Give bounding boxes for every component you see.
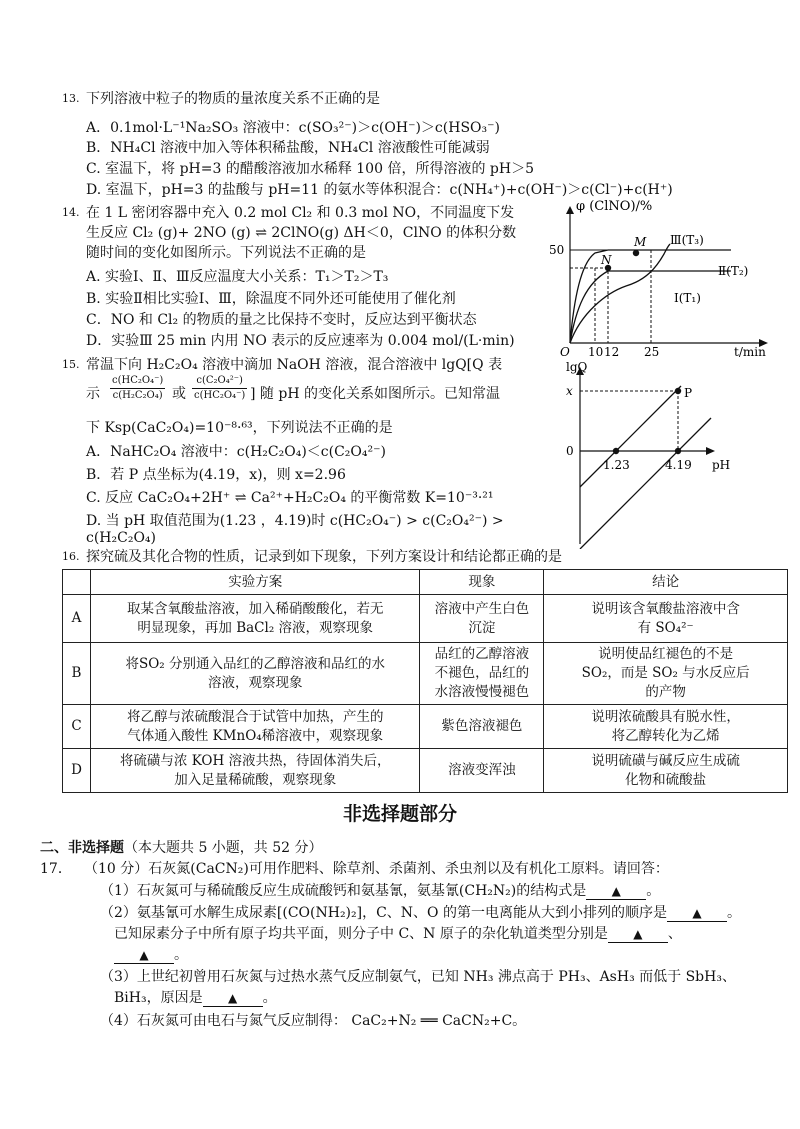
q15-option-d-cont: c(H₂C₂O₄)	[86, 530, 156, 546]
q14-point-M	[633, 250, 639, 256]
concl-line: 说明该含氧酸盐溶液中含	[591, 600, 740, 617]
q15-xtick-419: 4.19	[665, 458, 692, 472]
q17-sub2a	[100, 902, 741, 922]
q15-frac1-den: c(H₂C₂O₄)	[112, 390, 163, 401]
answer-blank[interactable]	[608, 926, 668, 943]
q16-header-phen: 现象	[420, 570, 544, 595]
q15-label-P: P	[684, 386, 693, 400]
q17-number: 17．	[40, 861, 72, 877]
answer-blank[interactable]	[667, 905, 727, 922]
q15-point-419	[675, 448, 681, 454]
concl-line: 说明使品红褪色的不是	[598, 646, 734, 662]
period: 。	[262, 990, 277, 1006]
q16-row-label: C	[63, 705, 91, 749]
q14-graph	[546, 198, 786, 358]
plan-line: 溶液，观察现象	[207, 674, 303, 691]
q14-stem-line1: 在 1 L 密闭容器中充入 0.2 mol Cl₂ 和 0.3 mol NO，不同温度下发	[86, 205, 515, 221]
q16-row-phen	[420, 595, 544, 643]
q15-graph	[566, 359, 766, 549]
q16-row-concl	[544, 595, 788, 643]
q15-option-d: D. 当 pH 取值范围为(1.23 ，4.19)时 c(HC₂O₄⁻) > c(C₂O₄²⁻) >	[86, 513, 504, 529]
q14-xtick-12: 12	[604, 345, 620, 358]
q16-header-row	[63, 570, 788, 595]
q14-option-b: B. 实验Ⅱ相比实验Ⅰ、Ⅲ，除温度不同外还可能使用了催化剂	[86, 291, 456, 307]
q16-row-label: B	[63, 643, 91, 705]
q15-xlabel: pH	[712, 458, 731, 472]
q16-row-phen: 紫色溶液褪色	[420, 705, 544, 749]
q15-fraction-1	[110, 374, 165, 403]
q15-ytick-x: x	[566, 384, 573, 398]
concl-line: 化物和硫酸盐	[625, 771, 707, 788]
q13-number: 13.	[62, 92, 80, 105]
q14-xtick-10: 10	[588, 345, 604, 358]
plan-line: 气体通入酸性 KMnO₄稀溶液中，观察现象	[127, 727, 384, 744]
q15-stem-line2: ] 随 pH 的变化关系如图所示。已知常温	[250, 386, 500, 402]
q16-row-plan	[90, 643, 420, 705]
q16-row-label: A	[63, 595, 91, 643]
triangle-icon: ▲	[633, 927, 643, 941]
part2-heading	[40, 837, 323, 857]
q15-frac2-den: c(HC₂O₄⁻)	[194, 390, 246, 401]
q14-xtick-O: O	[560, 345, 570, 358]
q15-or: 或	[172, 386, 186, 402]
q16-header-concl: 结论	[544, 570, 788, 595]
q13-option-d: D. 室温下，pH=3 的盐酸与 pH=11 的氨水等体积混合：c(NH₄⁺)+c(OH⁻)＞c(Cl⁻)+c(H⁺)	[86, 182, 673, 198]
q16-row-plan	[90, 705, 420, 749]
table-row	[63, 595, 788, 643]
plan-line: 取某含氧酸盐溶液，加入稀硝酸酸化，若无	[126, 600, 384, 617]
phen-line: 品红的乙醇溶液	[434, 646, 530, 662]
q17-sub1	[100, 880, 660, 900]
section-title: 非选择题部分	[342, 803, 457, 825]
q15-x-arrow	[706, 447, 715, 455]
q17-sub3b	[114, 987, 277, 1007]
q14-label-M: M	[634, 235, 647, 249]
table-row	[63, 643, 788, 705]
plan-line: 将硫磺与浓 KOH 溶液共热，待固体消失后，	[119, 752, 391, 769]
q17-sub3b-text: BiH₃，原因是	[114, 990, 203, 1006]
q15-ytick-0: 0	[566, 444, 574, 458]
q17-sub3a: （3）上世纪初曾用石灰氮与过热水蒸气反应制氨气，已知 NH₃ 沸点高于 PH₃、AsH₃ 而低于 SbH₃、	[100, 969, 736, 985]
phen-line: 溶液中产生白色	[434, 600, 530, 617]
q14-label-N: N	[601, 253, 612, 267]
q14-label-III: Ⅲ(T₃)	[670, 233, 704, 247]
q17-sub2b-cont	[114, 944, 188, 964]
q14-option-d: D．实验Ⅲ 25 min 内用 NO 表示的反应速率为 0.004 mol/(L·min)	[86, 333, 515, 349]
q17-sub1-text: （1）石灰氮可与稀硫酸反应生成硫酸钙和氨基氰，氨基氰(CH₂N₂)的结构式是	[100, 883, 587, 899]
q14-ylabel: φ (ClNO)/%	[576, 199, 653, 214]
q16-row-plan	[90, 749, 420, 793]
q15-frac2-num: c(C₂O₄²⁻)	[192, 374, 247, 389]
part2-title: 二、非选择题	[40, 840, 124, 856]
q17-sub2b-text: 已知尿素分子中所有原子均共平面，则分子中 C、N 原子的杂化轨道类型分别是	[114, 926, 608, 942]
q15-option-c: C. 反应 CaC₂O₄+2H⁺ ⇌ Ca²⁺+H₂C₂O₄ 的平衡常数 K=10⁻³·²¹	[86, 490, 494, 506]
q15-option-a: A．NaHC₂O₄ 溶液中：c(H₂C₂O₄)＜c(C₂O₄²⁻)	[86, 444, 386, 460]
concl-line: 将乙醇转化为乙烯	[611, 727, 720, 744]
q14-stem-line2: 生反应 Cl₂ (g)+ 2NO (g) ⇌ 2ClNO(g) ΔH＜0，ClNO 的体积分数	[86, 225, 517, 241]
q17-sub4: （4）石灰氮可由电石与氮气反应制得： CaC₂+N₂ ══ CaCN₂+C。	[100, 1013, 527, 1029]
q16-table	[62, 569, 788, 793]
phen-line: 水溶液慢慢褪色	[434, 684, 530, 700]
q13-stem: 下列溶液中粒子的物质的量浓度关系不正确的是	[86, 91, 380, 107]
q14-label-II: Ⅱ(T₂)	[718, 264, 749, 278]
triangle-icon: ▲	[692, 906, 702, 920]
q14-xlabel: t/min	[734, 345, 766, 358]
table-row	[63, 749, 788, 793]
answer-blank[interactable]	[203, 990, 263, 1007]
q15-point-123	[613, 448, 619, 454]
concl-line: SO₂，而是 SO₂ 与水反应后	[581, 665, 750, 681]
q16-row-phen: 溶液变浑浊	[420, 749, 544, 793]
q15-xtick-123: 1.23	[603, 458, 630, 472]
q16-row-concl	[544, 749, 788, 793]
plan-line: 将SO₂ 分别通入品红的乙醇溶液和品红的水	[125, 655, 385, 672]
q15-stem-line3: 下 Ksp(CaC₂O₄)=10⁻⁸·⁶³，下列说法不正确的是	[86, 420, 393, 436]
q14-option-a: A. 实验Ⅰ、Ⅱ、Ⅲ反应温度大小关系：T₁＞T₂＞T₃	[86, 269, 389, 285]
comma: 、	[667, 926, 682, 942]
q14-option-c: C．NO 和 Cl₂ 的物质的量之比保持不变时，反应达到平衡状态	[86, 312, 477, 328]
period: 。	[646, 883, 661, 899]
q15-number: 15.	[62, 358, 80, 371]
concl-line: 的产物	[645, 684, 686, 700]
q16-row-concl	[544, 643, 788, 705]
q15-stem-shi: 示	[86, 386, 100, 402]
q17-sub2a-text: （2）氨基氰可水解生成尿素[(CO(NH₂)₂]，C、N、O 的第一电离能从大到小排列的顺序是	[100, 905, 667, 921]
q17-sub2b	[114, 923, 682, 943]
q14-ytick-50: 50	[549, 243, 565, 257]
concl-line: 说明硫磺与碱反应生成硫	[591, 752, 740, 769]
plan-line: 将乙醇与浓硫酸混合于试管中加热，产生的	[126, 708, 384, 725]
q14-y-arrow	[566, 206, 574, 214]
triangle-icon: ▲	[611, 884, 621, 898]
plan-line: 明显现象，再加 BaCl₂ 溶液，观察现象	[137, 619, 374, 636]
answer-blank[interactable]	[586, 883, 646, 900]
concl-line: 说明浓硫酸具有脱水性，	[591, 708, 740, 725]
q15-stem-line1: 常温下向 H₂C₂O₄ 溶液中滴加 NaOH 溶液，混合溶液中 lgQ[Q 表	[86, 357, 503, 373]
period: 。	[174, 947, 188, 963]
phen-line: 沉淀	[468, 619, 496, 636]
q16-row-label: D	[63, 749, 91, 793]
concl-line: 有 SO₄²⁻	[637, 619, 694, 636]
q16-row-phen	[420, 643, 544, 705]
q14-xtick-25: 25	[644, 345, 660, 358]
q15-point-P	[675, 388, 681, 394]
q14-number: 14.	[62, 206, 80, 219]
q15-fraction-2	[192, 374, 247, 403]
q13-option-b: B．NH₄Cl 溶液中加入等体积稀盐酸，NH₄Cl 溶液酸性可能减弱	[86, 140, 490, 156]
plan-line: 加入足量稀硫酸，观察现象	[174, 771, 337, 788]
q16-number: 16.	[62, 550, 80, 563]
q15-option-b: B．若 P 点坐标为(4.19，x)，则 x=2.96	[86, 467, 346, 483]
q14-label-I: Ⅰ(T₁)	[674, 291, 701, 305]
q16-row-plan	[90, 595, 420, 643]
q13-option-a: A．0.1mol·L⁻¹Na₂SO₃ 溶液中：c(SO₃²⁻)＞c(OH⁻)＞c(HSO₃⁻)	[86, 120, 500, 136]
q15-ylabel: lgQ	[566, 360, 588, 374]
q16-row-concl	[544, 705, 788, 749]
q16-header-plan: 实验方案	[90, 570, 420, 595]
q15-line-2	[580, 418, 711, 549]
q16-header-label	[63, 570, 91, 595]
q15-frac1-num: c(HC₂O₄⁻)	[110, 374, 165, 389]
answer-blank[interactable]	[114, 947, 174, 964]
phen-line: 不褪色，品红的	[434, 665, 530, 681]
q14-stem-line3: 随时间的变化如图所示。下列说法不正确的是	[86, 245, 366, 261]
triangle-icon: ▲	[227, 991, 238, 1005]
triangle-icon: ▲	[139, 948, 149, 962]
q17-stem: （10 分）石灰氮(CaCN₂)可用作肥料、除草剂、杀菌剂、杀虫剂以及有机化工原料。请回答：	[84, 861, 669, 877]
q16-stem: 探究硫及其化合物的性质，记录到如下现象，下列方案设计和结论都正确的是	[86, 549, 562, 565]
part2-note: （本大题共 5 小题，共 52 分）	[124, 840, 323, 856]
table-row	[63, 705, 788, 749]
q13-option-c: C. 室温下，将 pH=3 的醋酸溶液加水稀释 100 倍，所得溶液的 pH＞5	[86, 161, 534, 177]
period: 。	[726, 905, 741, 921]
